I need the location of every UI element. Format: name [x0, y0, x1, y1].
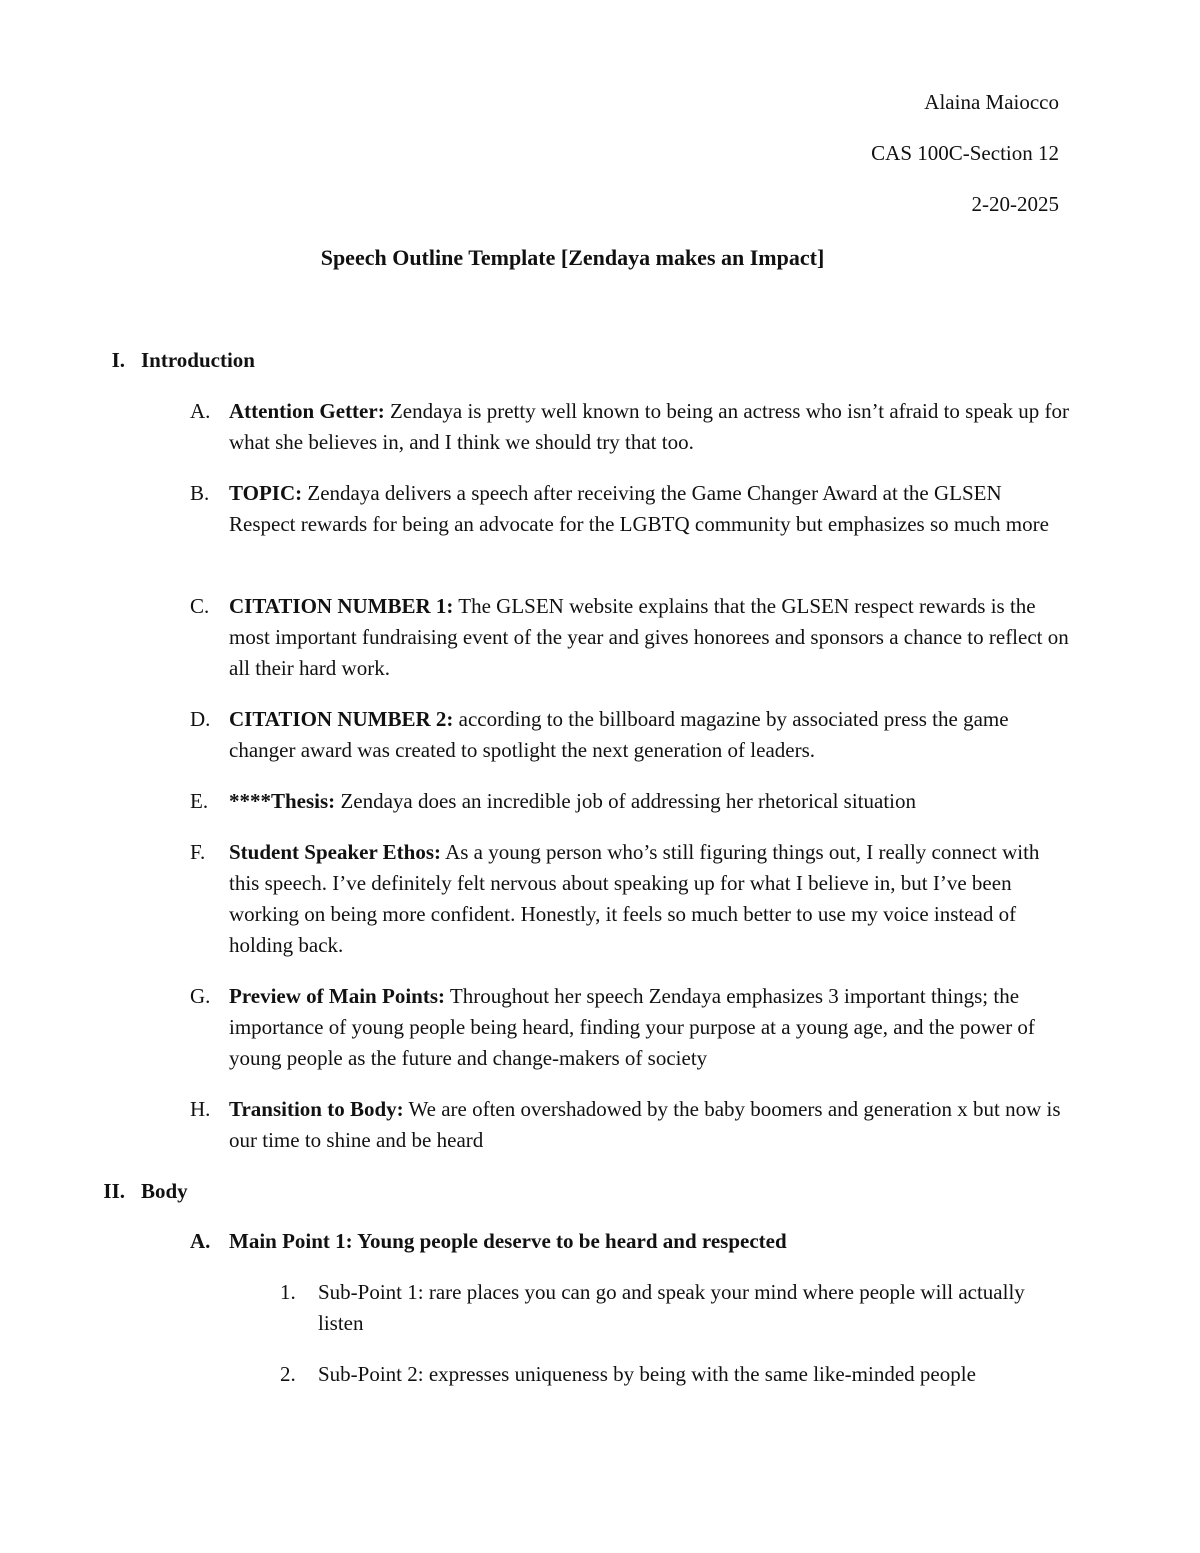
item-label: Transition to Body:	[229, 1097, 404, 1121]
section-numeral-intro: I.	[111, 348, 125, 372]
sub-point-marker: 1.	[280, 1280, 296, 1304]
document-date: 2-20-2025	[971, 192, 1059, 216]
section-heading-intro: Introduction	[141, 348, 255, 372]
item-text: Zendaya is pretty well known to being an actress who isn’t afraid to speak up for what she believes in, and I think we should try that too.	[229, 399, 1069, 454]
outline-item-preview-main-points	[190, 981, 1070, 1074]
outline-item-citation-1	[190, 591, 1070, 684]
main-point-1	[190, 1226, 1070, 1257]
item-marker: H.	[190, 1097, 211, 1121]
author-name: Alaina Maiocco	[924, 90, 1059, 114]
sub-point-text: Sub-Point 1: rare places you can go and speak your mind where people will actually listen	[318, 1280, 1025, 1335]
course-section: CAS 100C-Section 12	[871, 141, 1059, 165]
sub-point-1	[280, 1277, 1070, 1339]
item-label: Preview of Main Points:	[229, 984, 445, 1008]
item-label: Attention Getter:	[229, 399, 385, 423]
item-marker: C.	[190, 594, 210, 618]
outline-item-speaker-ethos	[190, 837, 1070, 961]
outline-item-citation-2	[190, 704, 1070, 766]
main-point-text: Main Point 1: Young people deserve to be heard and respected	[229, 1229, 787, 1253]
section-numeral-body: II.	[103, 1179, 125, 1203]
item-text: As a young person who’s still figuring things out, I really connect with this speech. I’ve definitely felt nervous about speaking up for what I believe in, but I’ve been working on being more confident. Honestly, it feels so much better to use my voice instead of holding back.	[229, 840, 1040, 957]
outline-item-attention-getter	[190, 396, 1070, 458]
sub-point-marker: 2.	[280, 1362, 296, 1386]
document-title: Speech Outline Template [Zendaya makes an Impact]	[320, 245, 825, 270]
section-heading-body: Body	[141, 1179, 188, 1203]
item-label: ****Thesis:	[229, 789, 336, 813]
item-marker: G.	[190, 984, 211, 1008]
item-marker: F.	[190, 840, 206, 864]
item-marker: A.	[190, 1229, 211, 1253]
item-label: CITATION NUMBER 2:	[229, 707, 454, 731]
item-marker: A.	[190, 399, 211, 423]
item-text: The GLSEN website explains that the GLSEN respect rewards is the most important fundraising event of the year and gives honorees and sponsors a chance to reflect on all their hard work.	[229, 594, 1069, 680]
item-text: according to the billboard magazine by associated press the game changer award was created to spotlight the next generation of leaders.	[229, 707, 1009, 762]
item-label: TOPIC:	[229, 481, 303, 505]
item-label: Student Speaker Ethos:	[229, 840, 441, 864]
item-text: Zendaya does an incredible job of addressing her rhetorical situation	[335, 789, 916, 813]
item-marker: B.	[190, 481, 210, 505]
item-label: CITATION NUMBER 1:	[229, 594, 454, 618]
item-text: Throughout her speech Zendaya emphasizes 3 important things; the importance of young people being heard, finding your purpose at a young age, and the power of young people as the future and change-makers of society	[229, 984, 1035, 1070]
item-marker: D.	[190, 707, 211, 731]
outline-item-transition	[190, 1094, 1070, 1156]
outline-item-topic	[190, 478, 1070, 540]
sub-point-text: Sub-Point 2: expresses uniqueness by being with the same like-minded people	[318, 1362, 976, 1386]
outline-item-thesis	[190, 786, 1070, 817]
sub-point-2	[280, 1359, 1070, 1390]
item-text: Zendaya delivers a speech after receiving the Game Changer Award at the GLSEN Respect rewards for being an advocate for the LGBTQ community but emphasizes so much more	[229, 481, 1049, 536]
item-text: We are often overshadowed by the baby boomers and generation x but now is our time to shine and be heard	[229, 1097, 1061, 1152]
item-marker: E.	[190, 789, 209, 813]
